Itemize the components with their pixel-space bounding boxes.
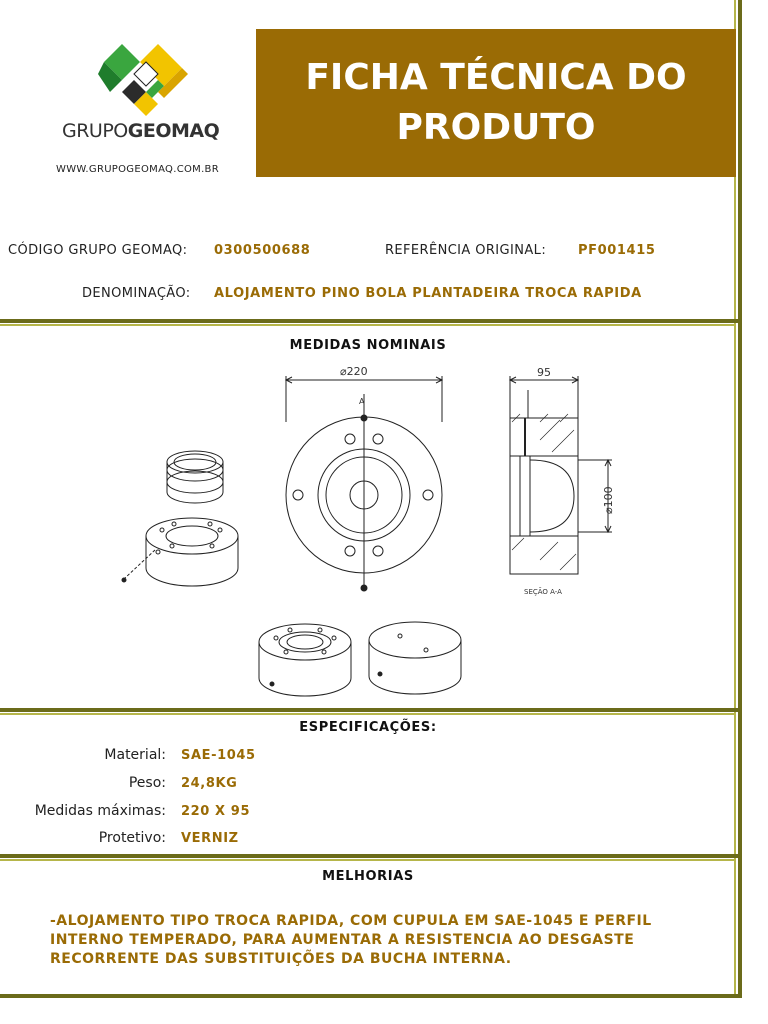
right-frame-border [738, 0, 742, 998]
spec-label-weight: Peso: [128, 775, 166, 791]
section-view-drawing [510, 366, 615, 596]
logo-icon [98, 44, 188, 116]
spec-label-protective: Protetivo: [98, 830, 166, 846]
section-divider-inner [0, 859, 736, 861]
spec-label-material: Material: [104, 747, 166, 763]
code-value: 0300500688 [214, 243, 311, 258]
reference-label: REFERÊNCIA ORIGINAL: [385, 243, 547, 258]
svg-text:95: 95 [537, 366, 551, 379]
section-divider [0, 319, 742, 323]
page-title: FICHA TÉCNICA DO PRODUTO [256, 29, 736, 177]
name-value: ALOJAMENTO PINO BOLA PLANTADEIRA TROCA RAPIDA [214, 286, 642, 301]
bottom-isometric-drawings [259, 622, 461, 696]
spec-value-protective: VERNIZ [181, 831, 239, 846]
svg-text:⌀220: ⌀220 [340, 365, 368, 378]
svg-text:SEÇÃO A-A: SEÇÃO A-A [524, 588, 562, 596]
improvements-text: -ALOJAMENTO TIPO TROCA RAPIDA, COM CUPULA EM SAE-1045 E PERFIL INTERNO TEMPERADO, PARA AUMENTAR A RESISTENCIA AO DESGASTE RECORRENTE DAS SUBSTITUIÇÕES DA BUCHA INTERNA. [50, 913, 652, 967]
specs-section-title: ESPECIFICAÇÕES: [299, 720, 437, 735]
reference-value: PF001415 [578, 243, 656, 258]
bottom-frame-border [0, 994, 742, 998]
improvements-section-title: MELHORIAS [322, 869, 414, 884]
website-link[interactable]: WWW.GRUPOGEOMAQ.COM.BR [56, 164, 219, 175]
code-label: CÓDIGO GRUPO GEOMAQ: [8, 243, 188, 258]
brand-name: GRUPOGEOMAQ [62, 120, 220, 142]
technical-drawing [100, 360, 636, 706]
svg-text:⌀100: ⌀100 [602, 486, 615, 514]
section-divider [0, 708, 742, 712]
spec-value-material: SAE-1045 [181, 748, 256, 763]
spec-label-dimensions: Medidas máximas: [34, 803, 166, 819]
name-label: DENOMINAÇÃO: [82, 286, 191, 301]
section-divider-inner [0, 713, 736, 715]
spec-value-dimensions: 220 X 95 [181, 804, 251, 819]
section-divider [0, 854, 742, 858]
front-view-drawing [286, 365, 442, 591]
spec-value-weight: 24,8KG [181, 776, 238, 791]
svg-text:A: A [359, 397, 365, 406]
page-margin [0, 999, 768, 1024]
isometric-assembly-drawing [122, 451, 238, 586]
section-divider-inner [0, 324, 736, 326]
drawing-section-title: MEDIDAS NOMINAIS [289, 338, 447, 353]
